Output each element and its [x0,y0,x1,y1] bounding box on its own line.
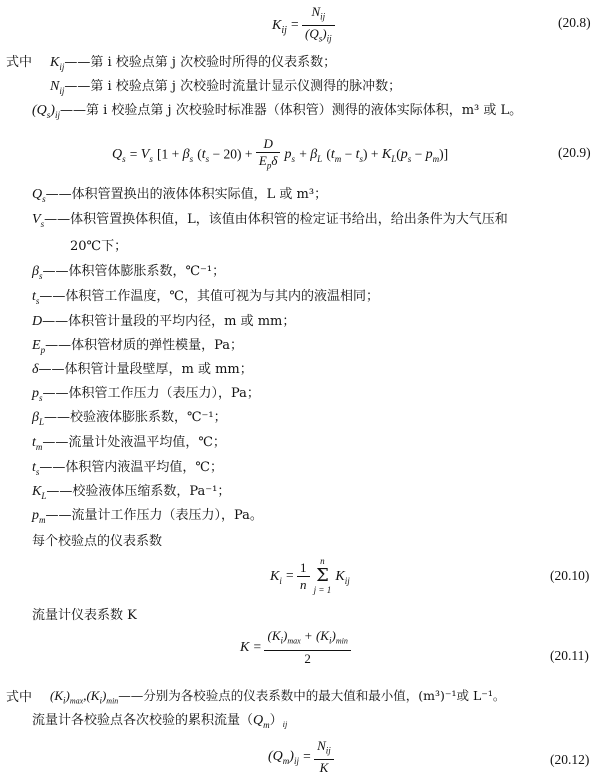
equation-number-20-12: (20.12) [550,752,590,767]
def-tm: $t_m——$流量计处液温平均值，℃； [32,435,226,452]
def-Qs: $Q_s——$体积管置换出的液体体积实际值，L 或 m³； [32,187,328,204]
equation-number-20-8: (20.8) [558,15,591,30]
equation-number-20-9: (20.9) [558,145,591,160]
def-K-ij: $K_{ij}——$第 i 校验点第 j 次校验时所得的仪表系数； [50,55,337,72]
def-ps: $p_s——$体积管工作压力（表压力），Pa； [32,386,260,403]
equation-20-8: $K_{ij}$ = $\frac{N_{ij}}{(Q_s)_{ij}}$ [272,4,335,44]
equation-20-9: $Q_s = V_s$ [$1 + \beta_s$ $(t_s - 20)$ + $\frac{D}{E_p\delta}$ $p_s + \beta_L$ $(t_m - t_s) + K_L(p_s - p_m)$] [112,136,449,171]
paragraph-each-point: 每个校验点的仪表系数 [32,534,163,549]
def-delta: δ——体积管计量段壁厚，m 或 mm； [32,362,253,377]
def-ts-avg: $t_s——$体积管内液温平均值，℃； [32,460,223,477]
def-Ki-max-min: $(K_i)_{max},(K_i)_{min}——$分别为各校验点的仪表系数中的最大值和最小值，(m³)⁻¹或 L⁻¹。 [50,688,506,706]
equation-20-12: $(Q_m)_{ij}$ = $\frac{N_{ij}}{K}$ [268,738,334,776]
def-beta-L: $\beta_L——$校验液体膨胀系数，℃⁻¹； [32,410,227,427]
where-label-20-11: 式中 [6,690,33,705]
paragraph-cumulative: 流量计各校验点各次校验的累积流量$(Q_m)_{ij}$ [32,713,288,730]
equation-number-20-11: (20.11) [550,648,589,663]
def-Qs-ij: $(Q_s)_{ij}——$第 i 校验点第 j 次校验时标准器（体积管）测得的液体实际体积，m³ 或 L。 [32,103,523,120]
def-pm: $p_m——$流量计工作压力（表压力），Pa。 [32,508,263,525]
def-D: D——体积管计量段的平均内径，m 或 mm； [32,314,296,329]
where-label: 式中 [6,55,33,70]
paragraph-meter-coeff: 流量计仪表系数 K [32,608,137,623]
def-N-ij: $N_{ij}——$第 i 校验点第 j 次校验时流量计显示仪测得的脉冲数； [50,79,402,96]
def-Vs-cont: 20℃下； [70,239,128,254]
equation-20-11: K = $\frac{(K_i)_{max} + (K_i)_{min}}{2}$ [240,628,351,667]
def-KL: $K_L——$校验液体压缩系数，Pa⁻¹； [32,484,231,501]
def-beta-s: $\beta_s——$体积管体膨胀系数，℃⁻¹； [32,264,226,281]
equation-number-20-10: (20.10) [550,568,590,583]
def-ts: $t_s——$体积管工作温度，℃，其值可视为与其内的液温相同； [32,289,379,306]
def-Vs: $V_s——$体积管置换体积值，L，该值由体积管的检定证书给出，给出条件为大气压和 [32,212,508,229]
equation-20-10: $K_i$ = $\frac{1}{n}$ n Σ j = 1 $K_{ij}$ [270,556,350,595]
def-Ep: $E_p——$体积管材质的弹性模量，Pa； [32,338,243,355]
